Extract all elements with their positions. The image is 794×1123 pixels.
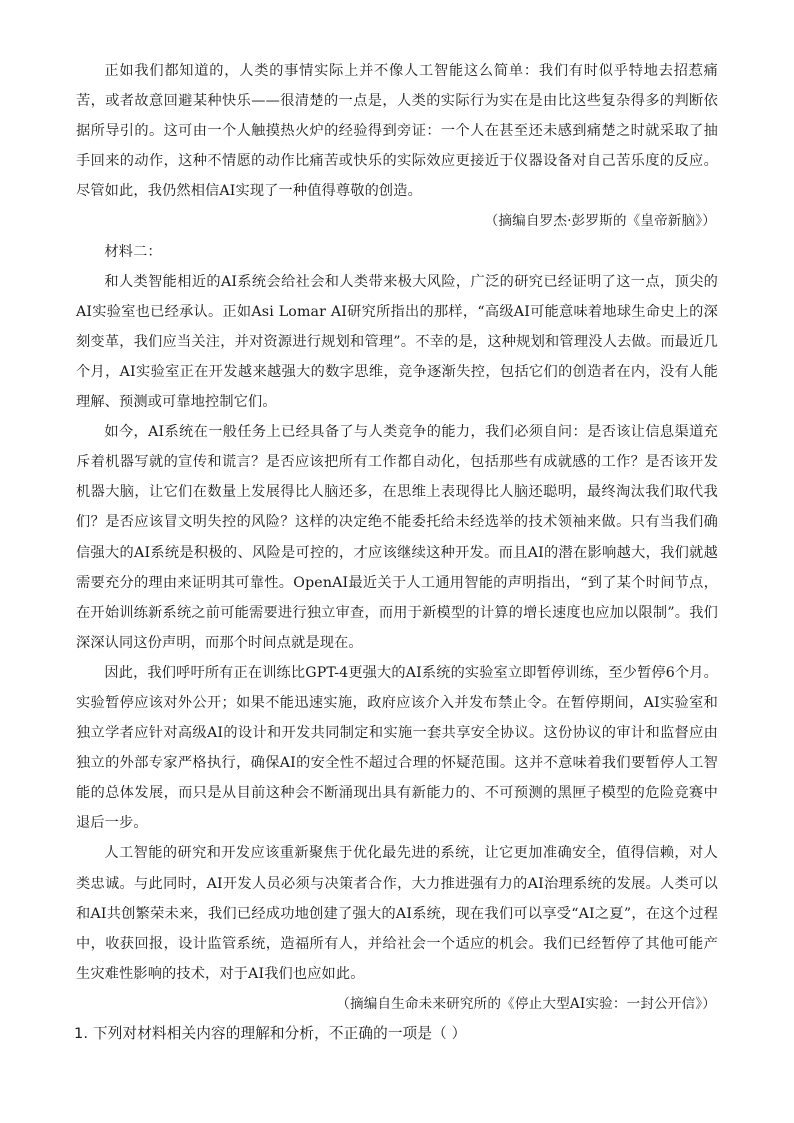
material-two-label: 材料二：	[104, 243, 162, 260]
material-two-paragraph-4: 人工智能的研究和开发应该重新聚焦于优化最先进的系统，让它更加准确安全，值得信赖，对人类忠诚。与此同时，AI开发人员必须与决策者合作，大力推进强有力的AI治理系统的发展。人类可以和AI共创繁荣未来，我们已经成功地创建了强大的AI系统，现在我们可以享受“AI之夏”，在这个过程中，收获回报，设计监管系统，造福所有人，并给社会一个适应的机会。我们已经暂停了其他可能产生灾难性影响的技术，对于AI我们也应如此。	[76, 845, 718, 982]
question-1: 1. 下列对材料相关内容的理解和分析，不正确的一项是（ ）	[74, 1025, 467, 1042]
material-one-source: （摘编自罗杰·彭罗斯的《皇帝新脑》）	[484, 213, 716, 230]
document-page	[76, 56, 718, 1049]
material-two-paragraph-2: 如今，AI系统在一般任务上已经具备了与人类竞争的能力，我们必须自问：是否该让信息渠道充斥着机器写就的宣传和谎言？是否应该把所有工作都自动化，包括那些有成就感的工作？是否该开发机器大脑，让它们在数量上发展得比人脑还多，在思维上表现得比人脑还聪明，最终淘汰我们取代我们？是否应该冒文明失控的风险？这样的决定绝不能委托给未经选举的技术领袖来做。只有当我们确信强大的AI系统是积极的、风险是可控的，才应该继续这种开发。而且AI的潜在影响越大，我们就越需要充分的理由来证明其可靠性。OpenAI最近关于人工通用智能的声明指出，“到了某个时间节点，在开始训练新系统之前可能需要进行独立审查，而用于新模型的计算的增长速度也应加以限制”。我们深深认同这份声明，而那个时间点就是现在。	[76, 424, 718, 651]
material-two-source: （摘编自生命未来研究所的《停止大型AI实验：一封公开信》）	[336, 995, 716, 1012]
material-two-paragraph-1: 和人类智能相近的AI系统会给社会和人类带来极大风险，广泛的研究已经证明了这一点，顶尖的AI实验室也已经承认。正如Asi Lomar AI研究所指出的那样，“高级AI可能意味着地球生命史上的深刻变革，我们应当关注，并对资源进行规划和管理”。不幸的是，这种规划和管理没人去做。而最近几个月，AI实验室正在开发越来越强大的数字思维，竞争逐渐失控，包括它们的创造者在内，没有人能理解、预测或可靠地控制它们。	[76, 273, 718, 411]
material-two-paragraph-3: 因此，我们呼吁所有正在训练比GPT-4更强大的AI系统的实验室立即暂停训练，至少暂停6个月。实验暂停应该对外公开；如果不能迅速实施，政府应该介入并发布禁止令。在暂停期间，AI实验室和独立学者应针对高级AI的设计和开发共同制定和实施一套共享安全协议。这份协议的审计和监督应由独立的外部专家严格执行，确保AI的安全性不超过合理的怀疑范围。这并不意味着我们要暂停人工智能的总体发展，而只是从目前这种会不断涌现出具有新能力的、不可预测的黑匣子模型的危险竞赛中退后一步。	[76, 664, 718, 832]
material-one-paragraph: 正如我们都知道的，人类的事情实际上并不像人工智能这么简单：我们有时似乎特地去招惹痛苦，或者故意回避某种快乐——很清楚的一点是，人类的实际行为实在是由比这些复杂得多的判断依据所导引的。这可由一个人触摸热火炉的经验得到旁证：一个人在甚至还未感到痛楚之时就采取了抽手回来的动作，这种不情愿的动作比痛苦或快乐的实际效应更接近于仪器设备对自己苦乐度的反应。尽管如此，我仍然相信AI实现了一种值得尊敬的创造。	[76, 63, 718, 200]
